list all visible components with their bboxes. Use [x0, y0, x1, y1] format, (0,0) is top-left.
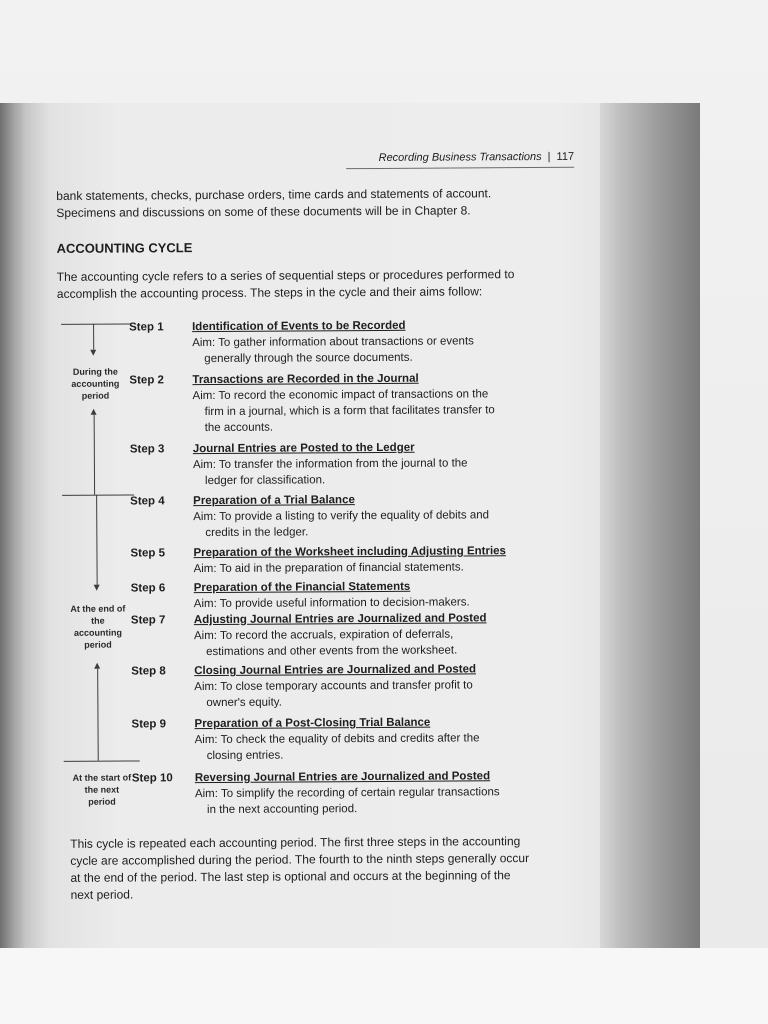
closing-paragraph	[70, 833, 570, 904]
step-aim	[194, 626, 534, 660]
step-title: Preparation of a Post-Closing Trial Balance	[194, 716, 431, 731]
aim-text: Aim: To simplify the recording of certain regular transactions	[194, 786, 500, 801]
description-paragraph	[57, 266, 557, 303]
step-label: Step 9	[131, 718, 167, 731]
closing-line: at the end of the period. The last step is optional and occurs at the beginning of the	[70, 868, 511, 885]
timeline-top-rule	[61, 323, 131, 324]
intro-line: Specimens and discussions on some of these documents will be in Chapter 8.	[56, 203, 471, 220]
side-label-during: During the accounting period	[71, 366, 120, 401]
header-title: Recording Business Transactions	[378, 150, 542, 164]
step-aim	[193, 455, 533, 489]
arrow-down-icon	[90, 350, 96, 356]
header-separator: |	[547, 150, 551, 163]
aim-text: Aim: To gather information about transactions or events	[192, 335, 474, 350]
scanner-margin	[0, 948, 768, 1024]
aim-text: credits in the ledger.	[205, 526, 309, 540]
timeline-line	[94, 415, 95, 495]
step-title: Preparation of the Financial Statements	[193, 580, 411, 595]
aim-text: Aim: To check the equality of debits and credits after the	[194, 732, 480, 747]
closing-line: This cycle is repeated each accounting period. The first three steps in the accounting	[70, 834, 521, 851]
arrow-down-icon	[94, 585, 100, 591]
step-item	[130, 491, 570, 540]
step-aim	[194, 559, 534, 577]
closing-line: next period.	[70, 887, 134, 902]
step-label: Step 5	[130, 547, 166, 560]
timeline-line	[96, 495, 98, 585]
header-rule	[346, 167, 574, 169]
step-aim	[192, 386, 532, 436]
aim-text: firm in a journal, which is a form that facilitates transfer to	[204, 404, 495, 419]
step-title: Preparation of a Trial Balance	[193, 494, 355, 508]
step-label: Step 2	[129, 374, 164, 387]
step-item	[130, 543, 570, 576]
page-edge-shadow	[600, 103, 700, 948]
step-label: Step 6	[130, 582, 166, 595]
side-label-start: At the start of the next period	[72, 772, 132, 807]
aim-text: generally through the source documents.	[204, 351, 413, 366]
step-aim	[195, 784, 535, 818]
running-header	[379, 151, 575, 164]
step-label: Step 4	[130, 495, 165, 508]
closing-line: cycle are accomplished during the period. The fourth to the ninth steps generally occur	[70, 851, 530, 868]
step-aim	[193, 507, 533, 541]
aim-text: estimations and other events from the worksheet.	[206, 644, 458, 659]
aim-text: the accounts.	[204, 421, 274, 435]
binding-shadow	[0, 103, 25, 948]
aim-text: Aim: To provide useful information to decision-makers.	[193, 596, 470, 611]
timeline-line	[93, 324, 94, 350]
timeline-line	[97, 669, 99, 761]
description-line: The accounting cycle refers to a series of sequential steps or procedures performed to	[56, 267, 515, 284]
aim-text: Aim: To provide a listing to verify the equality of debits and	[193, 509, 490, 524]
step-label: Step 10	[131, 772, 173, 785]
step-item	[129, 370, 569, 435]
step-aim	[195, 730, 535, 764]
step-item	[131, 661, 571, 710]
step-label: Step 1	[129, 321, 164, 334]
intro-paragraph	[56, 185, 556, 222]
step-title: Adjusting Journal Entries are Journalized and Posted	[193, 612, 487, 627]
step-item	[130, 578, 571, 611]
aim-text: Aim: To record the economic impact of transactions on the	[192, 388, 489, 403]
step-title: Transactions are Recorded in the Journal	[192, 372, 419, 387]
page-number: 117	[556, 150, 575, 163]
description-line: accomplish the accounting process. The steps in the cycle and their aims follow:	[56, 284, 483, 301]
accounting-cycle-steps	[47, 317, 580, 820]
step-item	[129, 317, 569, 366]
step-title: Reversing Journal Entries are Journalized and Posted	[194, 770, 491, 785]
aim-text: Aim: To record the accruals, expiration of deferrals,	[193, 628, 454, 643]
aim-text: closing entries.	[206, 749, 284, 763]
timeline-bottom-rule	[64, 760, 140, 761]
step-label: Step 7	[130, 614, 166, 627]
aim-text: Aim: To aid in the preparation of financial statements.	[193, 561, 464, 576]
section-heading: ACCOUNTING CYCLE	[56, 240, 193, 256]
step-label: Step 3	[129, 443, 165, 456]
step-aim	[192, 333, 532, 367]
step-item	[129, 439, 570, 488]
aim-text: Aim: To close temporary accounts and transfer profit to	[194, 679, 473, 694]
step-aim	[194, 677, 534, 711]
timeline-mid-rule	[62, 494, 134, 495]
aim-text: Aim: To transfer the information from the journal to the	[192, 457, 468, 472]
step-title: Preparation of the Worksheet including Adjusting Entries	[193, 545, 506, 560]
aim-text: owner's equity.	[206, 696, 282, 710]
side-label-end: At the end of the accounting period	[70, 603, 126, 650]
step-title: Identification of Events to be Recorded	[192, 319, 406, 334]
step-item	[131, 768, 572, 817]
aim-text: in the next accounting period.	[206, 803, 358, 817]
step-label: Step 8	[131, 665, 166, 678]
book-page	[46, 147, 581, 910]
step-title: Journal Entries are Posted to the Ledger	[192, 441, 415, 456]
step-title: Closing Journal Entries are Journalized and Posted	[194, 663, 477, 678]
aim-text: ledger for classification.	[204, 474, 326, 488]
step-item	[131, 714, 571, 763]
intro-line: bank statements, checks, purchase orders, time cards and statements of account.	[56, 186, 492, 203]
